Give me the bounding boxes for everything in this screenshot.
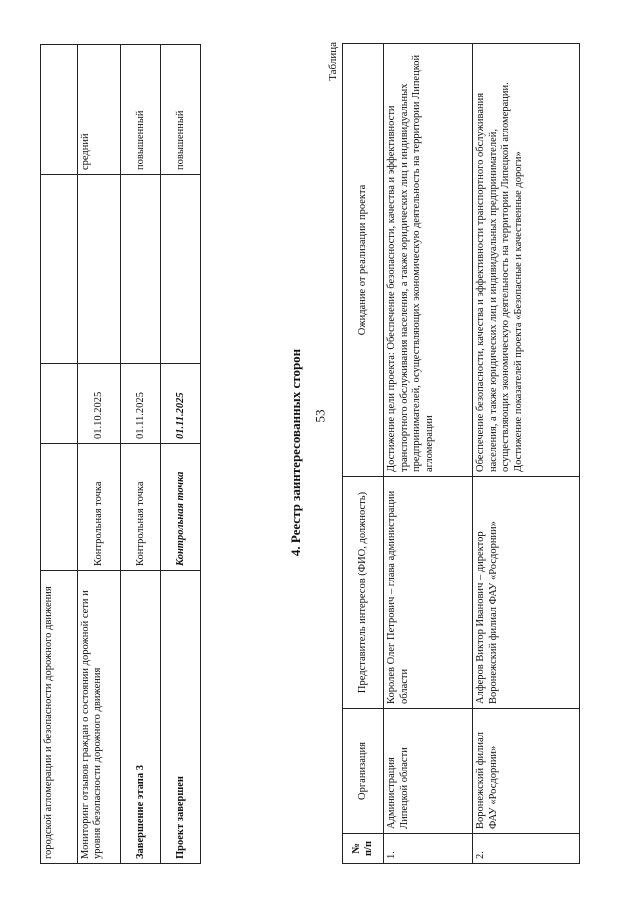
header-representative: Представитель интересов (ФИО, должность) xyxy=(343,477,384,709)
table-row xyxy=(78,45,121,864)
table-label: Таблица xyxy=(327,42,339,81)
task-result-cell xyxy=(161,175,201,364)
task-name-cell: городской агломерации и безопасности дорожного движения xyxy=(41,571,78,864)
task-date-cell: 01.10.2025 xyxy=(78,364,121,444)
row-expectation: Обеспечение безопасности, качества и эффективности транспортного обслуживания населения, а также юридических лиц и индивидуальных предпринимателей, осуществляющих экономическую деятельность на территории Липецкой агломерации. Достижение показателей проекта «Безопасные и качественные дороги» xyxy=(473,44,580,477)
task-date-cell: 01.11.2025 xyxy=(121,364,161,444)
task-level-cell xyxy=(41,45,78,175)
task-level-cell: средний xyxy=(78,45,121,175)
row-expectation: Достижение цели проекта: Обеспечение безопасности, качества и эффективности транспортного обслуживания населения, а также юридических лиц и индивидуальных предпринимателей, осуществляющих экономическую деятельность на территории Липецкой агломерации xyxy=(384,44,473,477)
header-expectation: Ожидание от реализации проекта xyxy=(343,44,384,477)
table-row xyxy=(473,44,580,864)
task-level-cell: повышенный xyxy=(161,45,201,175)
row-organization: Воронежский филиал ФАУ «Росдорнии» xyxy=(473,709,580,834)
stakeholder-registry-table xyxy=(342,43,580,864)
task-date-cell xyxy=(41,364,78,444)
project-plan-table xyxy=(40,44,201,864)
header-num: № п/п xyxy=(343,834,384,864)
task-name-cell: Проект завершен xyxy=(161,571,201,864)
table-row xyxy=(161,45,201,864)
header-organization: Организация xyxy=(343,709,384,834)
task-name-cell: Мониторинг отзывов граждан о состоянии дорожной сети и уровня безопасности дорожного движения xyxy=(78,571,121,864)
task-level-cell: повышенный xyxy=(121,45,161,175)
row-organization: Администрация Липецкой области xyxy=(384,709,473,834)
task-result-cell xyxy=(121,175,161,364)
table-row xyxy=(121,45,161,864)
row-representative: Королев Олег Петрович – глава администрации области xyxy=(384,477,473,709)
task-date-cell: 01.11.2025 xyxy=(161,364,201,444)
row-num: 2. xyxy=(473,834,580,864)
row-num: 1. xyxy=(384,834,473,864)
task-type-cell: Контрольная точка xyxy=(121,444,161,571)
table-row xyxy=(384,44,473,864)
task-result-cell xyxy=(41,175,78,364)
task-type-cell: Контрольная точка xyxy=(78,444,121,571)
task-name-cell: Завершение этапа 3 xyxy=(121,571,161,864)
task-type-cell: Контрольная точка xyxy=(161,444,201,571)
task-type-cell xyxy=(41,444,78,571)
page-number: 53 xyxy=(312,409,327,423)
task-result-cell xyxy=(78,175,121,364)
table-header-row xyxy=(343,44,384,864)
row-representative: Алферов Виктор Иванович – директор Воронежский филиал ФАУ «Росдорнии» xyxy=(473,477,580,709)
section-title: 4. Реестр заинтересованных сторон xyxy=(288,348,303,557)
table-row xyxy=(41,45,78,864)
